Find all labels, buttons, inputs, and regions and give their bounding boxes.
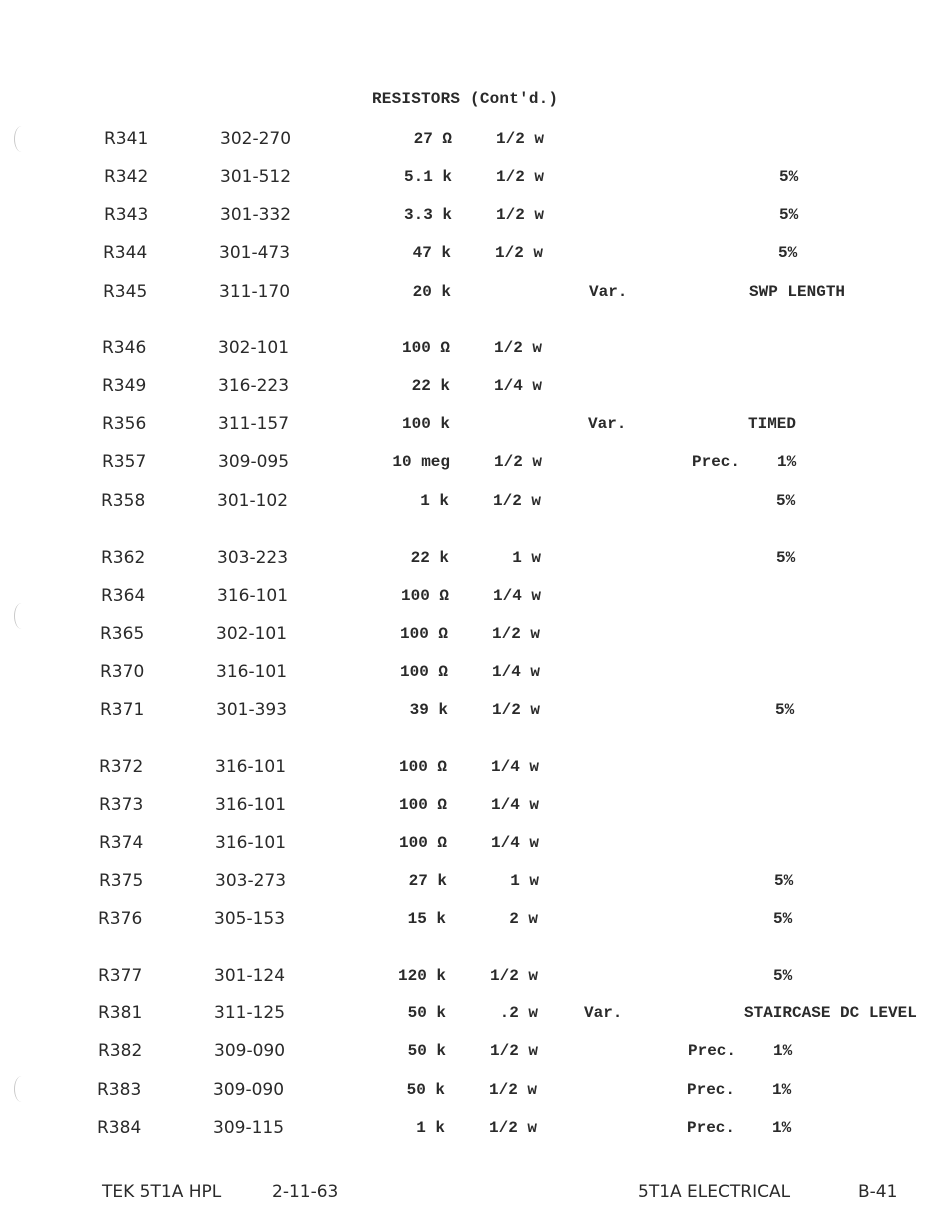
table-row bbox=[0, 964, 948, 988]
part-number: 302-270 bbox=[220, 129, 292, 149]
table-row bbox=[0, 1116, 947, 1140]
table-row bbox=[0, 1001, 948, 1025]
resistance-value: 100 Ω bbox=[400, 587, 449, 605]
precision-note: Prec. bbox=[692, 453, 741, 471]
part-number: 305-153 bbox=[214, 909, 286, 929]
wattage: 1/4 w bbox=[490, 758, 539, 776]
ref-designator: R377 bbox=[98, 966, 143, 986]
tolerance: 1% bbox=[777, 453, 797, 471]
footer-model: TEK 5T1A HPL bbox=[102, 1182, 222, 1202]
ref-designator: R382 bbox=[98, 1041, 143, 1061]
tolerance: 5% bbox=[779, 168, 799, 186]
table-row bbox=[3, 241, 950, 265]
footer-section: 5T1A ELECTRICAL bbox=[638, 1182, 791, 1202]
function-label: TIMED bbox=[748, 415, 797, 433]
part-number: 316-101 bbox=[215, 833, 287, 853]
resistance-value: 100 Ω bbox=[398, 758, 447, 776]
resistance-value: 22 k bbox=[411, 377, 450, 395]
table-row bbox=[1, 489, 950, 513]
part-number: 311-170 bbox=[219, 282, 291, 302]
resistance-value: 100 Ω bbox=[399, 663, 448, 681]
resistance-value: 27 Ω bbox=[413, 130, 452, 148]
precision-note: Prec. bbox=[687, 1081, 736, 1099]
wattage: 1 w bbox=[510, 872, 539, 890]
wattage: 1/2 w bbox=[495, 168, 544, 186]
wattage: 1/4 w bbox=[492, 587, 541, 605]
resistance-value: 1 k bbox=[416, 1119, 445, 1137]
tolerance: 5% bbox=[774, 872, 794, 890]
tolerance: 5% bbox=[773, 910, 793, 928]
resistance-value: 15 k bbox=[407, 910, 446, 928]
ref-designator: R341 bbox=[104, 129, 149, 149]
ref-designator: R342 bbox=[104, 167, 149, 187]
resistance-value: 100 Ω bbox=[398, 796, 447, 814]
ref-designator: R365 bbox=[100, 624, 145, 644]
table-row bbox=[0, 622, 950, 646]
ref-designator: R345 bbox=[103, 282, 148, 302]
ref-designator: R349 bbox=[102, 376, 147, 396]
wattage: .2 w bbox=[499, 1004, 538, 1022]
table-row bbox=[4, 203, 950, 227]
wattage: 1/2 w bbox=[493, 453, 542, 471]
wattage: 1/2 w bbox=[491, 701, 540, 719]
resistance-value: 100 Ω bbox=[401, 339, 450, 357]
part-number: 311-157 bbox=[218, 414, 290, 434]
function-label: SWP LENGTH bbox=[749, 283, 846, 301]
table-row bbox=[0, 755, 949, 779]
part-number: 309-090 bbox=[214, 1041, 286, 1061]
ref-designator: R384 bbox=[97, 1118, 142, 1138]
table-row bbox=[0, 793, 949, 817]
table-row bbox=[2, 374, 950, 398]
part-number: 311-125 bbox=[214, 1003, 286, 1023]
resistance-value: 1 k bbox=[420, 492, 449, 510]
ref-designator: R373 bbox=[99, 795, 144, 815]
part-number: 316-101 bbox=[217, 586, 289, 606]
table-row bbox=[1, 546, 950, 570]
footer-page-number: B-41 bbox=[858, 1182, 898, 1202]
ref-designator: R356 bbox=[102, 414, 147, 434]
part-number: 302-101 bbox=[216, 624, 288, 644]
wattage: 1/2 w bbox=[495, 206, 544, 224]
wattage: 1 w bbox=[512, 549, 541, 567]
resistance-value: 50 k bbox=[406, 1081, 445, 1099]
ref-designator: R370 bbox=[100, 662, 145, 682]
type-note: Var. bbox=[589, 283, 628, 301]
part-number: 301-473 bbox=[219, 243, 291, 263]
resistance-value: 100 k bbox=[401, 415, 450, 433]
resistance-value: 100 Ω bbox=[399, 625, 448, 643]
part-number: 303-223 bbox=[217, 548, 289, 568]
part-number: 301-512 bbox=[220, 167, 292, 187]
wattage: 1/4 w bbox=[491, 663, 540, 681]
wattage: 1/2 w bbox=[488, 1119, 537, 1137]
type-note: Var. bbox=[584, 1004, 623, 1022]
part-number: 301-332 bbox=[220, 205, 292, 225]
wattage: 1/2 w bbox=[491, 625, 540, 643]
resistance-value: 3.3 k bbox=[403, 206, 452, 224]
table-row bbox=[0, 1078, 947, 1102]
ref-designator: R372 bbox=[99, 757, 144, 777]
resistance-value: 5.1 k bbox=[403, 168, 452, 186]
wattage: 1/2 w bbox=[489, 1042, 538, 1060]
precision-note: Prec. bbox=[687, 1119, 736, 1137]
table-row bbox=[1, 584, 950, 608]
tolerance: 5% bbox=[775, 701, 795, 719]
ref-designator: R343 bbox=[104, 205, 149, 225]
ref-designator: R371 bbox=[100, 700, 145, 720]
table-row bbox=[0, 698, 950, 722]
part-number: 309-090 bbox=[213, 1080, 285, 1100]
ref-designator: R374 bbox=[99, 833, 144, 853]
wattage: 1/2 w bbox=[488, 1081, 537, 1099]
wattage: 1/2 w bbox=[494, 244, 543, 262]
precision-note: Prec. bbox=[688, 1042, 737, 1060]
type-note: Var. bbox=[588, 415, 627, 433]
resistance-value: 39 k bbox=[409, 701, 448, 719]
resistance-value: 47 k bbox=[412, 244, 451, 262]
table-row bbox=[2, 412, 950, 436]
part-number: 301-124 bbox=[214, 966, 286, 986]
wattage: 1/2 w bbox=[489, 967, 538, 985]
ref-designator: R383 bbox=[97, 1080, 142, 1100]
wattage: 2 w bbox=[509, 910, 538, 928]
tolerance: 5% bbox=[773, 967, 793, 985]
table-row bbox=[0, 1039, 948, 1063]
part-number: 316-101 bbox=[215, 795, 287, 815]
wattage: 1/2 w bbox=[492, 492, 541, 510]
part-number: 309-115 bbox=[213, 1118, 285, 1138]
ref-designator: R362 bbox=[101, 548, 146, 568]
footer-date: 2-11-63 bbox=[272, 1182, 339, 1202]
tolerance: 5% bbox=[776, 492, 796, 510]
ref-designator: R346 bbox=[102, 338, 147, 358]
tolerance: 5% bbox=[779, 206, 799, 224]
tolerance: 1% bbox=[772, 1119, 792, 1137]
part-number: 301-102 bbox=[217, 491, 289, 511]
part-number: 303-273 bbox=[215, 871, 287, 891]
part-number: 316-101 bbox=[215, 757, 287, 777]
table-row bbox=[4, 127, 950, 151]
function-label: STAIRCASE DC LEVEL bbox=[744, 1004, 917, 1022]
table-row bbox=[0, 831, 949, 855]
resistance-value: 50 k bbox=[407, 1042, 446, 1060]
wattage: 1/4 w bbox=[490, 834, 539, 852]
ref-designator: R375 bbox=[99, 871, 144, 891]
table-row bbox=[4, 165, 950, 189]
tolerance: 1% bbox=[772, 1081, 792, 1099]
table-row bbox=[0, 907, 948, 931]
part-number: 302-101 bbox=[218, 338, 290, 358]
tolerance: 5% bbox=[778, 244, 798, 262]
ref-designator: R344 bbox=[103, 243, 148, 263]
table-row bbox=[2, 450, 950, 474]
part-number: 316-223 bbox=[218, 376, 290, 396]
ref-designator: R358 bbox=[101, 491, 146, 511]
resistance-value: 20 k bbox=[412, 283, 451, 301]
table-row bbox=[2, 336, 950, 360]
tolerance: 1% bbox=[773, 1042, 793, 1060]
ref-designator: R376 bbox=[98, 909, 143, 929]
resistance-value: 22 k bbox=[410, 549, 449, 567]
table-row bbox=[3, 280, 950, 304]
table-row bbox=[0, 869, 949, 893]
wattage: 1/2 w bbox=[493, 339, 542, 357]
wattage: 1/2 w bbox=[495, 130, 544, 148]
part-number: 316-101 bbox=[216, 662, 288, 682]
wattage: 1/4 w bbox=[490, 796, 539, 814]
ref-designator: R357 bbox=[102, 452, 147, 472]
part-number: 309-095 bbox=[218, 452, 290, 472]
ref-designator: R381 bbox=[98, 1003, 143, 1023]
part-number: 301-393 bbox=[216, 700, 288, 720]
tolerance: 5% bbox=[776, 549, 796, 567]
ref-designator: R364 bbox=[101, 586, 146, 606]
table-row bbox=[0, 660, 950, 684]
resistance-value: 100 Ω bbox=[398, 834, 447, 852]
resistance-value: 50 k bbox=[407, 1004, 446, 1022]
page-title: RESISTORS (Cont'd.) bbox=[372, 90, 559, 108]
resistance-value: 120 k bbox=[397, 967, 446, 985]
resistance-value: 27 k bbox=[408, 872, 447, 890]
wattage: 1/4 w bbox=[493, 377, 542, 395]
resistance-value: 10 meg bbox=[392, 453, 450, 471]
